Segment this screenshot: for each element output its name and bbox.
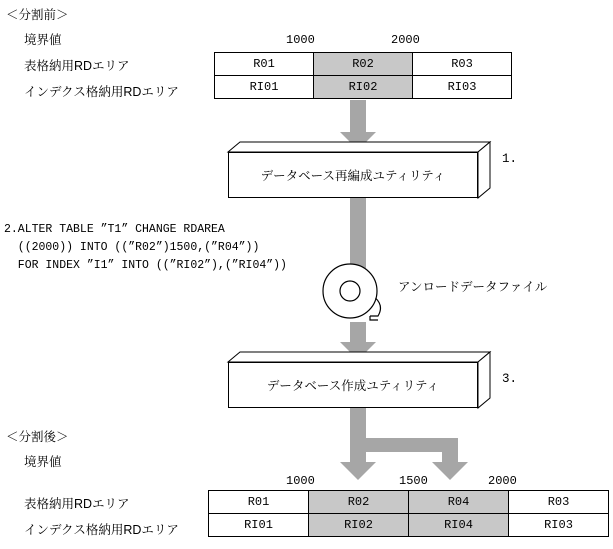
cell-r01: R01	[209, 491, 309, 514]
cell-r03: R03	[413, 53, 512, 76]
table-row	[209, 491, 609, 514]
cell-r02: R02	[314, 53, 413, 76]
table-row	[215, 76, 512, 99]
table-row	[215, 53, 512, 76]
index-rd-area-label-top: インデクス格納用RDエリア	[24, 85, 179, 99]
cell-ri01: RI01	[209, 514, 309, 537]
table-rd-area-label-top: 表格納用RDエリア	[24, 59, 130, 73]
bottom-table-grid	[208, 490, 609, 537]
cell-r03: R03	[509, 491, 609, 514]
cell-r01: R01	[215, 53, 314, 76]
arrow-fork-down	[330, 408, 470, 480]
tick-label-bottom-2000: 2000	[488, 474, 517, 488]
boundary-value-label-top: 境界値	[24, 33, 62, 47]
cell-ri04: RI04	[409, 514, 509, 537]
step3-box-label: データベース作成ユティリティ	[228, 362, 478, 408]
table-rd-area-label-bottom: 表格納用RDエリア	[24, 497, 130, 511]
top-table-grid	[214, 52, 512, 99]
sql-line-3: FOR INDEX ”I1” INTO ((”RI02”),(”RI04”))	[4, 259, 287, 272]
sql-line-1: 2.ALTER TABLE ”T1” CHANGE RDAREA	[4, 223, 225, 236]
step3-box	[228, 352, 490, 408]
cell-r04: R04	[409, 491, 509, 514]
cell-ri01: RI01	[215, 76, 314, 99]
tick-label-bottom-1500: 1500	[399, 474, 428, 488]
unload-data-file-label: アンロードデータファイル	[398, 280, 548, 294]
sql-line-2: ((2000)) INTO ((”R02”)1500,(”R04”))	[4, 241, 260, 254]
step3-number: 3.	[502, 372, 518, 386]
step1-number: 1.	[502, 152, 518, 166]
cell-r02: R02	[309, 491, 409, 514]
before-split-heading: ＜分割前＞	[6, 8, 69, 22]
step1-box-label: データベース再編成ユティリティ	[228, 152, 478, 198]
tick-label-top-1000: 1000	[286, 33, 315, 47]
table-row	[209, 514, 609, 537]
cell-ri03: RI03	[509, 514, 609, 537]
after-split-heading: ＜分割後＞	[6, 430, 69, 444]
arrow-down-2	[330, 198, 390, 268]
cell-ri03: RI03	[413, 76, 512, 99]
index-rd-area-label-bottom: インデクス格納用RDエリア	[24, 523, 179, 537]
cell-ri02: RI02	[314, 76, 413, 99]
tick-label-top-2000: 2000	[391, 33, 420, 47]
tick-label-bottom-1000: 1000	[286, 474, 315, 488]
cell-ri02: RI02	[309, 514, 409, 537]
step1-box	[228, 142, 490, 198]
boundary-value-label-bottom: 境界値	[24, 455, 62, 469]
